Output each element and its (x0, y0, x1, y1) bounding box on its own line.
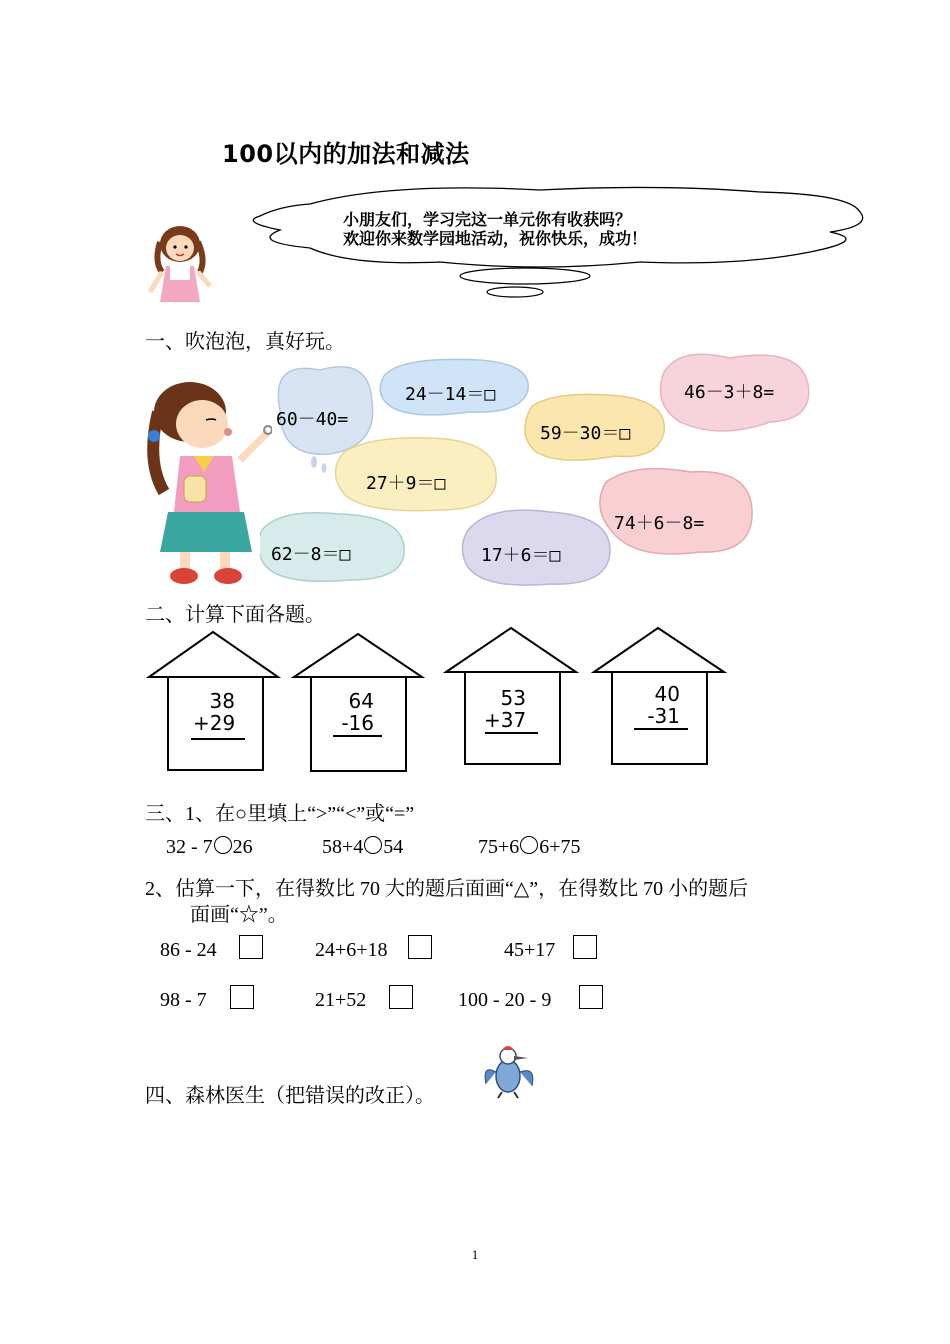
bubble-0: 60－40= (276, 409, 349, 430)
house-2 (332, 690, 374, 734)
estimate-instruction-line-2: 面画“☆”。 (190, 904, 288, 926)
girl-avatar-illustration (140, 222, 220, 310)
house-2-bottom: -16 (341, 711, 374, 735)
answer-box-4[interactable] (230, 985, 254, 1009)
house-1-top: 38 (209, 689, 235, 713)
section-3-heading: 三、1、在○里填上“>”“<”或“=” (145, 803, 415, 825)
estimate-2: 24+6+18 (315, 939, 388, 961)
section-1-heading: 一、吹泡泡，真好玩。 (145, 331, 345, 353)
bubble-1: 24－14＝□ (405, 384, 496, 405)
compare-3-left: 75+6 (478, 836, 520, 858)
bubble-4: 27＋9＝□ (366, 473, 446, 494)
answer-box-1[interactable] (239, 935, 263, 959)
compare-1-left: 32 - 7 (166, 836, 213, 858)
compare-3 (478, 836, 581, 859)
bubble-6: 62－8＝□ (271, 544, 351, 565)
section-4-heading: 四、森林医生（把错误的改正）。 (145, 1085, 435, 1107)
house-2-top: 64 (348, 689, 374, 713)
estimate-instruction-line-1: 2、估算一下，在得数比 70 大的题后面画“△”，在得数比 70 小的题后 (145, 878, 749, 900)
compare-3-right: 6+75 (539, 836, 581, 858)
bubble-5: 74＋6－8= (614, 513, 705, 534)
bubble-7: 17＋6＝□ (481, 545, 561, 566)
page-number: 1 (471, 1247, 479, 1262)
estimate-3: 45+17 (504, 939, 556, 961)
cloud-line-1: 小朋友们，学习完这一单元你有收获吗？ (343, 210, 632, 229)
compare-1-right: 26 (232, 836, 253, 858)
answer-box-2[interactable] (408, 935, 432, 959)
house-3 (484, 687, 526, 731)
section-2-heading: 二、计算下面各题。 (145, 604, 325, 626)
estimate-1: 86 - 24 (160, 939, 217, 961)
compare-circle-1[interactable] (214, 836, 232, 854)
compare-2 (322, 836, 403, 859)
house-4-top: 40 (654, 682, 680, 706)
compare-circle-2[interactable] (364, 836, 382, 854)
house-1 (193, 690, 235, 734)
page-title: 100以内的加法和减法 (222, 140, 470, 168)
compare-2-right: 54 (383, 836, 404, 858)
bubble-3: 59－30＝□ (540, 423, 631, 444)
bubble-2: 46－3＋8= (684, 382, 775, 403)
house-4 (638, 683, 680, 727)
estimate-5: 21+52 (315, 989, 367, 1011)
house-4-bottom: -31 (647, 704, 680, 728)
compare-2-left: 58+4 (322, 836, 364, 858)
house-3-top: 53 (500, 686, 526, 710)
answer-box-6[interactable] (579, 985, 603, 1009)
girl-blowing-bubbles-illustration (140, 372, 272, 590)
house-3-bottom: +37 (484, 708, 527, 732)
cloud-line-2: 欢迎你来数学园地活动，祝你快乐，成功！ (343, 229, 648, 248)
answer-box-5[interactable] (389, 985, 413, 1009)
estimate-6: 100 - 20 - 9 (458, 989, 552, 1011)
answer-box-3[interactable] (573, 935, 597, 959)
woodpecker-illustration (478, 1042, 538, 1100)
estimate-4: 98 - 7 (160, 989, 207, 1011)
compare-1 (166, 836, 253, 859)
house-1-bottom: +29 (193, 711, 236, 735)
compare-circle-3[interactable] (520, 836, 538, 854)
